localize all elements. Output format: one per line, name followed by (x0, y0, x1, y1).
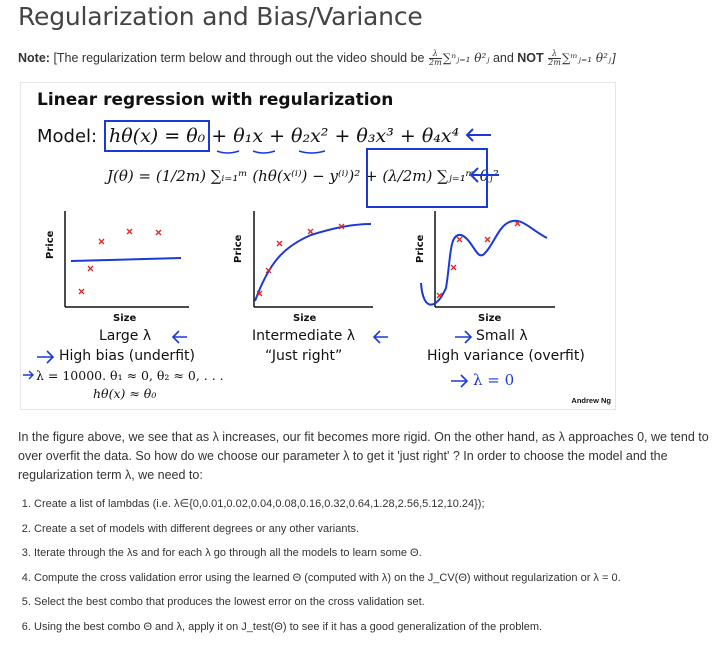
note-fraction-2: $\frac{\lambda}{2m}$ (548, 49, 561, 67)
plot2-fit-curve (255, 224, 371, 301)
slide-title: Linear regression with regularization (37, 90, 394, 110)
note-fraction: $\frac{\lambda}{2m}$ (429, 49, 442, 67)
plot2-ylabel: Price (233, 234, 244, 263)
h-approx-theta0: hθ(x) ≈ θ₀ (93, 386, 157, 401)
note-sum-correct: ∑ⁿⱼ₌₁ θ²ⱼ (442, 50, 490, 65)
arrow-icon (23, 371, 33, 379)
plot1-ylabel: Price (45, 230, 56, 259)
lambda-zero-note: λ = 0 (473, 371, 515, 389)
plot-just-right (254, 211, 373, 307)
plot3-fit-curve (421, 221, 547, 305)
plot2-xlabel: Size (293, 313, 317, 324)
plot3-xlabel: Size (478, 313, 502, 324)
note-sum-wrong: ∑ᵐⱼ₌₁ θ²ⱼ] (561, 50, 616, 65)
list-item: 5. Select the best combo that produces the lowest error on the cross validation set. (34, 595, 720, 620)
plot2-caption-lambda: Intermediate λ (252, 328, 356, 344)
regularizer-highlight-box (367, 149, 487, 207)
plot1-data-markers (79, 229, 161, 294)
arrow-icon (471, 168, 499, 182)
plot1-xlabel: Size (113, 313, 137, 324)
plot2-data-markers (257, 224, 344, 296)
note-label: Note: (18, 50, 50, 65)
list-item: 4. Compute the cross validation error using the learned Θ (computed with λ) on the J_CV(Θ) without regularization or λ = 0. (34, 571, 720, 596)
arrow-icon (374, 331, 388, 343)
plot2-caption-just-right: “Just right” (265, 348, 343, 364)
lambda-large-example: λ = 10000. θ₁ ≈ 0, θ₂ ≈ 0, . . . (36, 368, 224, 383)
arrow-icon (173, 331, 187, 343)
list-item: 2. Create a set of models with different degrees or any other variants. (34, 522, 720, 547)
arrow-icon (455, 331, 471, 343)
list-item: 1. Create a list of lambdas (i.e. λ∈{0,0.01,0.02,0.04,0.08,0.16,0.32,0.64,1.28,2.56,5.12,10.24}); (34, 497, 720, 522)
note-text: [The regularization term below and through out the video should be (53, 50, 425, 65)
explanation-paragraph: In the figure above, we see that as λ increases, our fit becomes more rigid. On the other hand, as λ approaches 0, we tend to over overfit the data. So how do we choose our parameter λ to get it 'just right' ? In order to choose the model and the regularization term λ, we need to: (18, 430, 709, 482)
page-title: Regularization and Bias/Variance (18, 2, 423, 31)
arrow-icon (467, 129, 491, 141)
plot-underfit (65, 211, 189, 307)
note-line (18, 50, 616, 67)
model-equation: hθ(x) = θ₀ + θ₁x + θ₂x² + θ₃x³ + θ₄x⁴ (109, 125, 460, 147)
model-highlight-box (105, 121, 209, 151)
note-and: and (492, 50, 514, 65)
list-item: 6. Using the best combo Θ and λ, apply it on J_test(Θ) to see if it has a good generalization of the problem. (34, 620, 720, 645)
lecture-slide-image (20, 82, 616, 410)
arrow-icon (37, 351, 53, 363)
arrow-icon (451, 375, 467, 387)
plot1-fit-curve (71, 258, 181, 261)
model-label: Model: (37, 126, 98, 147)
plot3-ylabel: Price (415, 234, 426, 263)
steps-list (18, 497, 720, 644)
plot1-caption-bias: High bias (underfit) (59, 348, 195, 364)
plot3-caption-variance: High variance (overfit) (427, 348, 585, 364)
underline-marks (217, 151, 325, 153)
plot-overfit (421, 211, 555, 307)
cost-equation: J(θ) = (1/2m) ∑ᵢ₌₁ᵐ (hθ(x⁽ⁱ⁾) − y⁽ⁱ⁾)² + (λ/2m) ∑ⱼ₌₁ᵐ θⱼ² (107, 167, 499, 185)
note-not: NOT (517, 50, 544, 65)
plot1-caption-lambda: Large λ (99, 328, 152, 344)
plot3-caption-lambda: Small λ (476, 328, 528, 344)
list-item: 3. Iterate through the λs and for each λ go through all the models to learn some Θ. (34, 546, 720, 571)
slide-credit: Andrew Ng (571, 396, 611, 405)
